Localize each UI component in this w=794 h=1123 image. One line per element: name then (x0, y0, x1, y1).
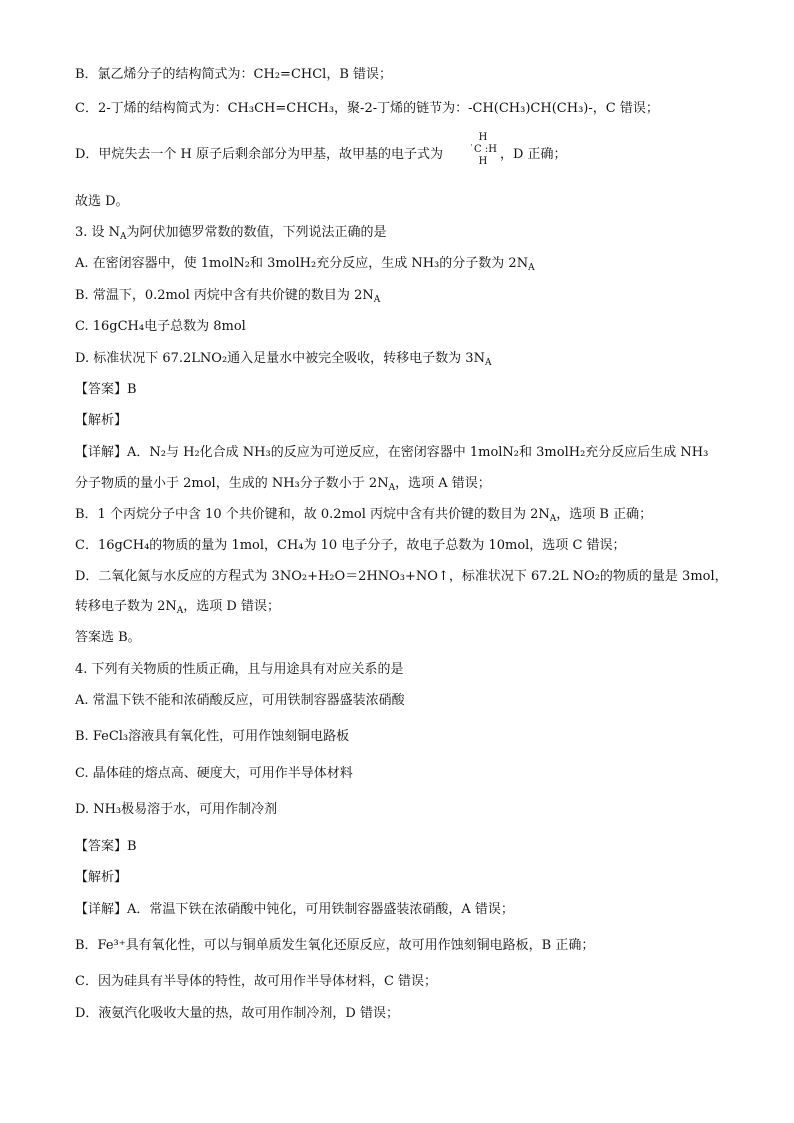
detail-3-b: B．1 个丙烷分子中含 10 个共价键和，故 0.2mol 丙烷中含有共价键的数目为 $2N_A$，选项 B 正确； (75, 507, 653, 524)
detail-3-a2: 分子物质的量小于 2mol，生成的 NH₃分子数小于 $2N_A$，选项 A 错误； (75, 476, 491, 493)
line-2: C．2-丁烯的结构简式为：CH₃CH=CHCH₃，聚-2-丁烯的链节为：-CH(CH₃)CH(CH₃)-，C 错误； (75, 101, 659, 116)
methyl-electron-formula (468, 132, 498, 180)
detail-3-d1: D．二氧化氮与水反应的方程式为 3NO₂+H₂O＝2HNO₃+NO↑，标准状况下 67.2L NO₂的物质的量是 3mol， (75, 569, 728, 584)
option-3a: A. 在密闭容器中，使 1molN₂和 3molH₂充分反应，生成 NH₃的分子数为 $2N_A$ (75, 256, 535, 273)
option-3d: D. 标准状况下 67.2LNO₂通入足量水中被完全吸收，转移电子数为 $3N_A$ (75, 351, 492, 368)
option-4a: A. 常温下铁不能和浓硝酸反应，可用铁制容器盛装浓硝酸 (75, 693, 405, 708)
detail-4-c: C．因为硅具有半导体的特性，故可用作半导体材料，C 错误； (75, 974, 438, 989)
detail-3-c: C．16gCH₄的物质的量为 1mol，CH₄为 10 电子分子，故电子总数为 10mol，选项 C 错误； (75, 538, 626, 553)
analysis-4: 【解析】 (75, 870, 128, 885)
question-4: 4. 下列有关物质的性质正确，且与用途具有对应关系的是 (75, 662, 404, 677)
analysis-3: 【解析】 (75, 413, 128, 428)
line-4: 故选 D。 (75, 194, 129, 209)
detail-3-d2: 转移电子数为 $2N_A$，选项 D 错误； (75, 599, 280, 616)
option-4d: D. NH₃极易溶于水，可用作制冷剂 (75, 802, 278, 817)
option-4b: B. FeCl₃溶液具有氧化性，可用作蚀刻铜电路板 (75, 729, 350, 744)
formula-middle: ˙C :H (469, 144, 497, 155)
detail-4-a: 【详解】A．常温下铁在浓硝酸中钝化，可用铁制容器盛装浓硝酸，A 错误； (75, 902, 514, 917)
detail-4-b: B．Fe³⁺具有氧化性，可以与铜单质发生氧化还原反应，故可用作蚀刻铜电路板，B 正确； (75, 938, 595, 953)
formula-top-h: H (478, 132, 488, 143)
detail-4-d: D．液氨汽化吸收大量的热，故可用作制冷剂，D 错误； (75, 1006, 399, 1021)
option-4c: C. 晶体硅的熔点高、硬度大，可用作半导体材料 (75, 766, 353, 781)
option-3c: C. 16gCH₄电子总数为 8mol (75, 319, 246, 334)
answer-3: 【答案】B (75, 382, 137, 397)
line-1: B．氯乙烯分子的结构简式为：CH₂=CHCl，B 错误； (75, 67, 393, 82)
detail-3-a1: 【详解】A．N₂与 H₂化合成 NH₃的反应为可逆反应，在密闭容器中 1molN₂和 3molH₂充分反应后生成 NH₃ (75, 445, 709, 460)
answer-4: 【答案】B (75, 839, 137, 854)
option-3b: B. 常温下，0.2mol 丙烷中含有共价键的数目为 $2N_A$ (75, 288, 381, 305)
question-3: 3. 设 $N_A$为阿伏加德罗常数的数值，下列说法正确的是 (75, 225, 387, 242)
line-3-end: ，D 正确； (500, 147, 567, 162)
line-3: D．甲烷失去一个 H 原子后剩余部分为甲基，故甲基的电子式为 (75, 147, 444, 162)
formula-bottom-h: H (478, 156, 488, 167)
conclusion-3: 答案选 B。 (75, 630, 141, 645)
